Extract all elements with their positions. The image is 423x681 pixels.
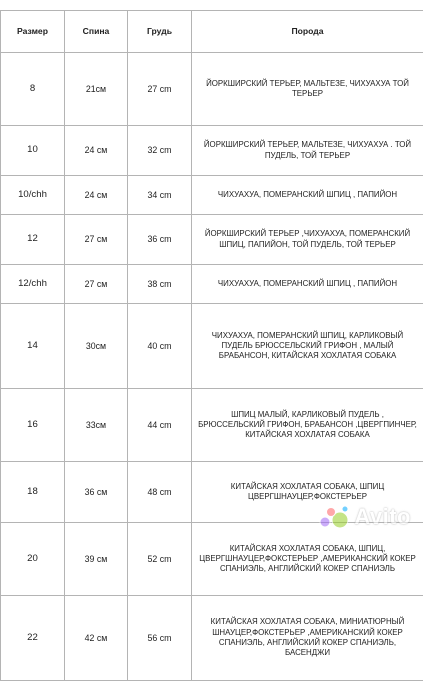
table-row	[1, 389, 423, 462]
cell-chest: 32 cm	[128, 126, 192, 176]
size-chart-table	[0, 10, 423, 681]
cell-chest: 44 cm	[128, 389, 192, 462]
header-size: Размер	[1, 11, 65, 53]
cell-back: 24 см	[65, 176, 128, 215]
header-back: Спина	[65, 11, 128, 53]
cell-chest: 52 cm	[128, 523, 192, 596]
cell-chest: 40 cm	[128, 304, 192, 389]
table-row	[1, 462, 423, 523]
cell-size: 10/chh	[1, 176, 65, 215]
table-row	[1, 126, 423, 176]
cell-breed: ЙОРКШИРСКИЙ ТЕРЬЕР, МАЛЬТЕЗЕ, ЧИХУАХУА ТОЙ ТЕРЬЕР	[192, 53, 423, 126]
cell-size: 12/chh	[1, 265, 65, 304]
cell-size: 18	[1, 462, 65, 523]
cell-breed: ЙОРКШИРСКИЙ ТЕРЬЕР ,ЧИХУАХУА, ПОМЕРАНСКИЙ ШПИЦ, ПАПИЙОН, ТОЙ ПУДЕЛЬ, ТОЙ ТЕРЬЕР	[192, 215, 423, 265]
cell-breed: ШПИЦ МАЛЫЙ, КАРЛИКОВЫЙ ПУДЕЛЬ , БРЮССЕЛЬСКИЙ ГРИФОН, БРАБАНСОН ,ЦВЕРГПИНЧЕР, КИТАЙСКАЯ ХОХЛАТАЯ СОБАКА	[192, 389, 423, 462]
header-chest: Грудь	[128, 11, 192, 53]
cell-back: 27 см	[65, 215, 128, 265]
cell-breed: ЧИХУАХУА, ПОМЕРАНСКИЙ ШПИЦ , ПАПИЙОН	[192, 265, 423, 304]
cell-chest: 38 cm	[128, 265, 192, 304]
table-row	[1, 215, 423, 265]
cell-size: 16	[1, 389, 65, 462]
table-row	[1, 53, 423, 126]
cell-back: 36 см	[65, 462, 128, 523]
cell-back: 24 см	[65, 126, 128, 176]
cell-size: 8	[1, 53, 65, 126]
cell-breed: ЙОРКШИРСКИЙ ТЕРЬЕР, МАЛЬТЕЗЕ, ЧИХУАХУА . ТОЙ ПУДЕЛЬ, ТОЙ ТЕРЬЕР	[192, 126, 423, 176]
cell-chest: 27 cm	[128, 53, 192, 126]
cell-back: 33см	[65, 389, 128, 462]
cell-chest: 34 cm	[128, 176, 192, 215]
table-row	[1, 304, 423, 389]
cell-back: 39 см	[65, 523, 128, 596]
cell-size: 22	[1, 596, 65, 681]
cell-breed: КИТАЙСКАЯ ХОХЛАТАЯ СОБАКА, ШПИЦ, ЦВЕРГШНАУЦЕР,ФОКСТЕРЬЕР ,АМЕРИКАНСКИЙ КОКЕР СПАНИЭЛЬ, АНГЛИЙСКИЙ КОКЕР СПАНИЭЛЬ	[192, 523, 423, 596]
cell-breed: ЧИХУАХУА, ПОМЕРАНСКИЙ ШПИЦ , ПАПИЙОН	[192, 176, 423, 215]
table-row	[1, 176, 423, 215]
cell-chest: 36 cm	[128, 215, 192, 265]
cell-breed: КИТАЙСКАЯ ХОХЛАТАЯ СОБАКА, ШПИЦ ЦВЕРГШНАУЦЕР,ФОКСТЕРЬЕР	[192, 462, 423, 523]
cell-back: 30см	[65, 304, 128, 389]
cell-chest: 48 cm	[128, 462, 192, 523]
cell-size: 12	[1, 215, 65, 265]
table-row	[1, 265, 423, 304]
cell-size: 20	[1, 523, 65, 596]
avito-watermark-text: Avito	[354, 504, 411, 530]
table-header-row	[1, 11, 423, 53]
header-breed: Порода	[192, 11, 423, 53]
cell-chest: 56 cm	[128, 596, 192, 681]
cell-size: 10	[1, 126, 65, 176]
cell-back: 42 см	[65, 596, 128, 681]
cell-back: 21см	[65, 53, 128, 126]
table-row	[1, 523, 423, 596]
table-row	[1, 596, 423, 681]
cell-breed: ЧИХУАХУА, ПОМЕРАНСКИЙ ШПИЦ, КАРЛИКОВЫЙ ПУДЕЛЬ БРЮССЕЛЬСКИЙ ГРИФОН , МАЛЫЙ БРАБАНСОН, КИТАЙСКАЯ ХОХЛАТАЯ СОБАКА	[192, 304, 423, 389]
cell-breed: КИТАЙСКАЯ ХОХЛАТАЯ СОБАКА, МИНИАТЮРНЫЙ ШНАУЦЕР,ФОКСТЕРЬЕР ,АМЕРИКАНСКИЙ КОКЕР СПАНИЭЛЬ, АНГЛИЙСКИЙ КОКЕР СПАНИЭЛЬ, БАСЕНДЖИ	[192, 596, 423, 681]
cell-size: 14	[1, 304, 65, 389]
cell-back: 27 см	[65, 265, 128, 304]
